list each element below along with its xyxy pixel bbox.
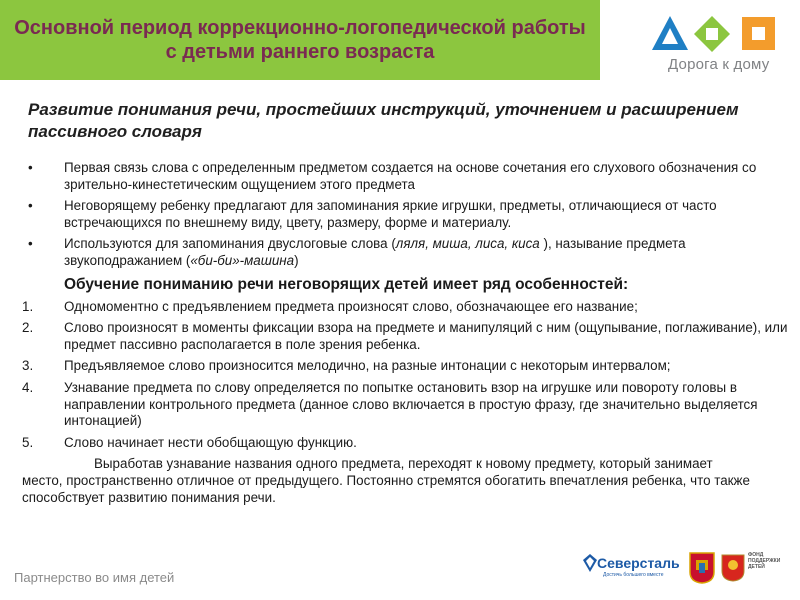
- bullet-example-words: ляля, миша, лиса, киса: [395, 236, 540, 252]
- sponsor-name: Северсталь: [597, 555, 680, 571]
- numbered-item: [0, 435, 790, 452]
- footer-slogan: Партнерство во имя детей: [14, 570, 175, 585]
- logo-shapes-icon: [650, 14, 780, 54]
- bullet-text: Используются для запоминания двуслоговые слова (: [64, 236, 396, 252]
- numbered-item: [0, 358, 790, 375]
- numbered-list: [0, 299, 790, 452]
- bullet-text: ): [294, 252, 299, 268]
- bullet-text: ), называние предмета звукоподражанием (: [64, 236, 686, 268]
- bullet-text: Неговорящему ребенку предлагают для запоминания яркие игрушки, предметы, отличающиеся от часто встречающихся по внешнему виду, цвету, размеру, форме и материалу.: [64, 198, 717, 230]
- item-number: 2.: [22, 320, 34, 336]
- region-crest-icon: [721, 554, 745, 582]
- bullet-item: [0, 160, 790, 193]
- item-number: 5.: [22, 434, 34, 450]
- severstal-logo: [583, 552, 683, 582]
- logo-caption: Дорога к дому: [668, 56, 770, 73]
- city-crest-icon: [689, 552, 715, 584]
- item-text: Слово произносят в моменты фиксации взора на предмете и манипуляций с ним (ощупывание, поглаживание), или предмет пассивно располагается в поле зрения ребенка.: [64, 320, 788, 352]
- item-text: Предъявляемое слово произносится мелодично, на разные интонации с некоторым интервалом;: [64, 358, 671, 374]
- bullet-example-words: «би-би»-машина: [190, 252, 295, 268]
- numbered-item: [0, 320, 790, 353]
- doroga-k-domu-logo: [612, 0, 800, 80]
- bullet-item: [0, 198, 790, 231]
- numbered-item: [0, 299, 790, 316]
- title-banner: [0, 0, 600, 80]
- sponsor-tagline: Достичь большего вместе: [603, 572, 664, 578]
- fund-label: ФОНД ПОДДЕРЖКИ ДЕТЕЙ: [748, 552, 781, 570]
- closing-paragraph: Выработав узнавание названия одного предмета, переходят к новому предмету, который занимает место, пространственно отличное от предыдущего. Постоянно стремятся обогатить впечатления ребенка, что также способствует развитию понимания речи.: [22, 456, 750, 505]
- bullet-item: [0, 236, 790, 269]
- numbered-item: [0, 380, 790, 430]
- item-text: Слово начинает нести обобщающую функцию.: [64, 434, 357, 450]
- bullet-list: [0, 160, 790, 270]
- slide-content: [0, 160, 790, 506]
- severstal-mark-icon: [583, 554, 597, 572]
- section-heading: Обучение пониманию речи неговорящих детей имеет ряд особенностей:: [64, 275, 629, 293]
- bullet-mark: •: [28, 160, 33, 175]
- item-number: 1.: [22, 298, 34, 314]
- item-number: 3.: [22, 358, 34, 374]
- bullet-text: Первая связь слова с определенным предметом создается на основе сочетания его слухового обозначения со зрительно-кинестетическим ощущением этого предмета: [64, 160, 757, 192]
- bullet-mark: •: [28, 198, 33, 214]
- slide-subtitle: Развитие понимания речи, простейших инструкций, уточнением и расширением пассивного словаря: [28, 100, 739, 141]
- bullet-mark: •: [28, 236, 33, 252]
- slide-title: Основной период коррекционно-логопедической работы с детьми раннего возраста: [14, 17, 586, 63]
- item-text: Узнавание предмета по слову определяется по попытке остановить взор на игрушке или повороту головы в направлении контрольного предмета (данное слово включается в простую фразу, где значительно выделяется интонацией): [64, 379, 758, 429]
- item-text: Одномоментно с предъявлением предмета произносят слово, обозначающее его название;: [64, 298, 638, 314]
- item-number: 4.: [22, 379, 34, 395]
